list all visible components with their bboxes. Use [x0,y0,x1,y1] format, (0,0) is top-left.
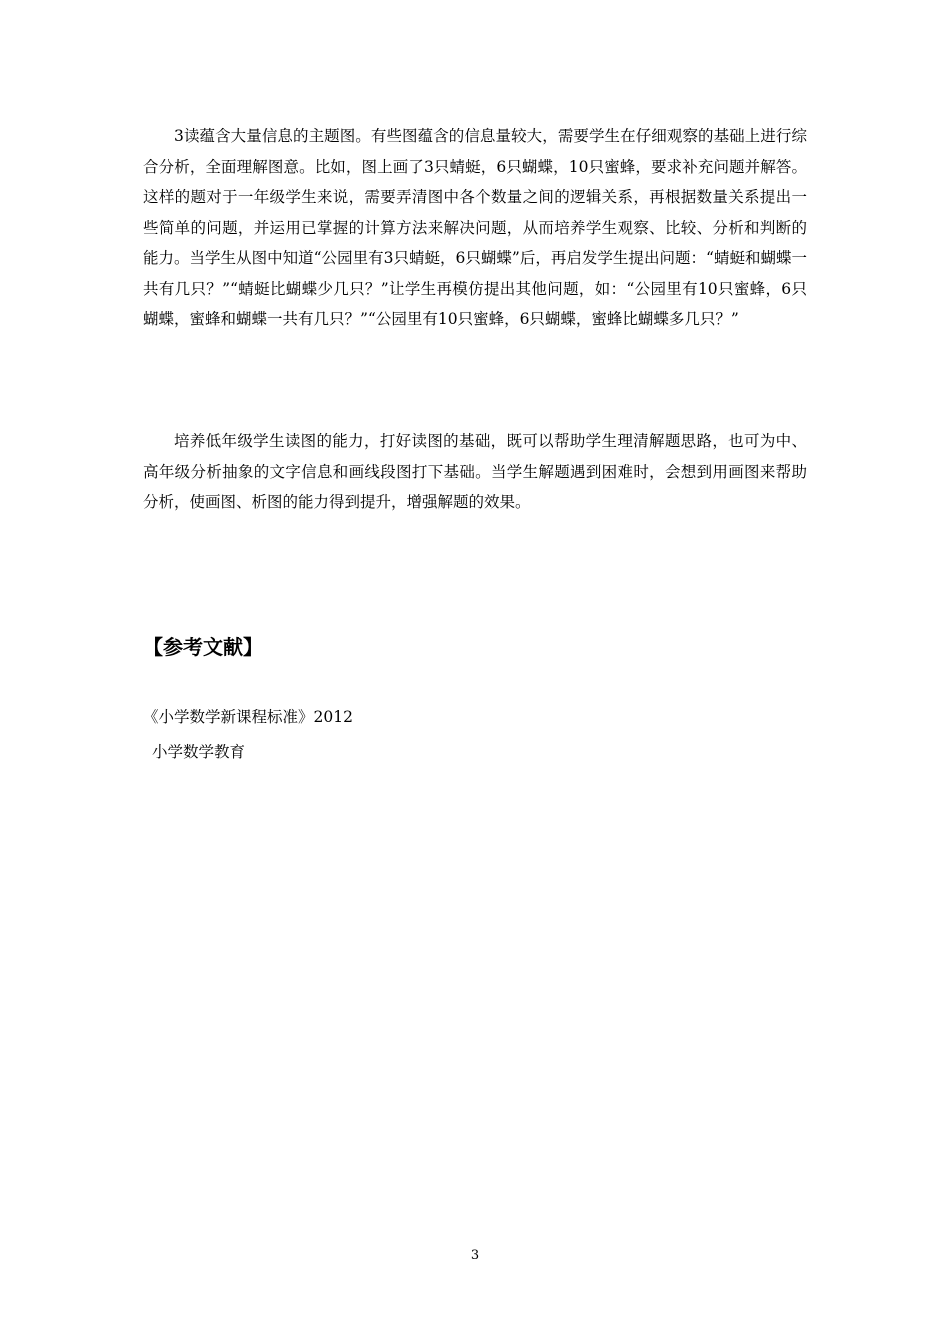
reference-item-2: 小学数学教育 [152,743,246,761]
body-paragraph-2: 培养低年级学生读图的能力，打好读图的基础，既可以帮助学生理清解题思路，也可为中、高年级分析抽象的文字信息和画线段图打下基础。当学生解题遇到困难时，会想到用画图来帮助分析，使画图、析图的能力得到提升，增强解题的效果。 [143,432,807,511]
reference-item-1: 《小学数学新课程标准》2012 [143,708,353,726]
references-heading: 【参考文献】 [143,635,263,659]
page-number: 3 [470,1248,480,1263]
body-paragraph-1: 3读蕴含大量信息的主题图。有些图蕴含的信息量较大，需要学生在仔细观察的基础上进行综合分析，全面理解图意。比如，图上画了3只蜻蜓，6只蝴蝶，10只蜜蜂，要求补充问题并解答。这样的题对于一年级学生来说，需要弄清图中各个数量之间的逻辑关系，再根据数量关系提出一些简单的问题，并运用已掌握的计算方法来解决问题，从而培养学生观察、比较、分析和判断的能力。当学生从图中知道“公园里有3只蜻蜓，6只蝴蝶”后，再启发学生提出问题：“蜻蜓和蝴蝶一共有几只？”“蜻蜓比蝴蝶少几只？”让学生再模仿提出其他问题，如：“公园里有10只蜜蜂，6只蝴蝶，蜜蜂和蝴蝶一共有几只？”“公园里有10只蜜蜂，6只蝴蝶，蜜蜂比蝴蝶多几只？” [143,127,807,328]
